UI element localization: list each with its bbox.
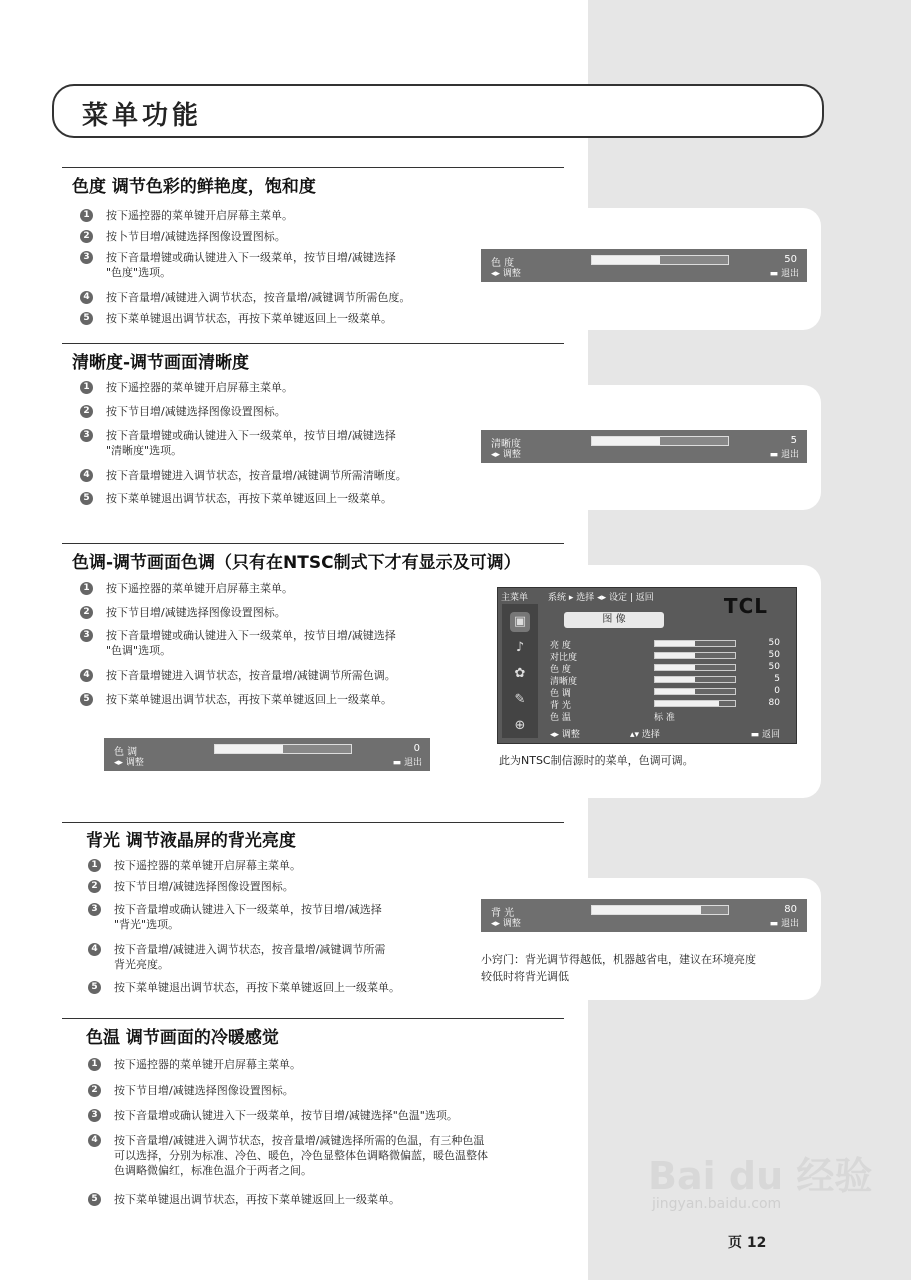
step-number-icon: 4 [80,291,93,304]
section-divider [62,167,564,168]
step-number-icon: 1 [80,582,93,595]
section-divider [62,1018,564,1019]
step-number-icon: 3 [80,629,93,642]
tv-menu-row: 色 温 标 准 [550,713,675,723]
step-item: 4 按下音量增/减键进入调节状态，按音量增/减键调节所需 背光亮度。 [88,942,488,974]
step-item: 2 按下节目增/减键选择图像设置图标。 [80,404,480,419]
osd-tint-bar: 色 调 0 ◂▸ 调整 ▬ 退出 [104,738,430,771]
step-number-icon: 5 [88,981,101,994]
step-number-icon: 2 [80,230,93,243]
step-number-icon: 5 [80,492,93,505]
step-number-icon: 5 [88,1193,101,1206]
osd-backlight-bar: 背 光 80 ◂▸ 调整 ▬ 退出 [481,899,807,932]
step-item: 5 按下菜单键退出调节状态，再按下菜单键返回上一级菜单。 [88,980,488,995]
tv-menu-row: 色 调 0 [550,686,780,699]
step-item: 2 按下节目增/减键选择图像设置图标。 [88,1083,568,1098]
section-divider [62,543,564,544]
step-item: 3 按下音量增键或确认键进入下一级菜单，按节目增/减键选择 "清晰度"选项。 [80,428,480,460]
tv-menu-crumb: 系统 ▸ 选择 ◂▸ 设定 | 返回 [548,593,654,603]
picture-icon: ▣ [510,612,530,632]
section-title: 色调-调节画面色调（只有在NTSC制式下才有显示及可调） [72,553,521,573]
step-number-icon: 4 [80,669,93,682]
osd-sharpness-bar: 清晰度 5 ◂▸ 调整 ▬ 退出 [481,430,807,463]
step-item: 2 按下节目增/减键选择图像设置图标。 [80,605,480,620]
step-item: 3 按下音量增或确认键进入下一级菜单，按节目增/减选择 "背光"选项。 [88,902,488,934]
step-number-icon: 2 [88,880,101,893]
step-number-icon: 4 [88,943,101,956]
tv-menu-sidebar [502,604,538,738]
step-number-icon: 3 [88,903,101,916]
step-item: 3 按下音量增或确认键进入下一级菜单，按节目增/减键选择"色温"选项。 [88,1108,568,1123]
backlight-tip: 小窍门：背光调节得越低，机器越省电，建议在环境亮度 较低时将背光调低 [481,953,756,983]
section-title: 色度 调节色彩的鲜艳度，饱和度 [72,177,316,197]
step-number-icon: 1 [88,1058,101,1071]
tv-menu-footer: ◂▸ 调整 ▴▾ 选择 ▬ 返回 [550,730,780,740]
section-title: 清晰度-调节画面清晰度 [72,353,250,373]
step-item: 4 按下音量增/减键进入调节状态，按音量增/减键选择所需的色温，有三种色温 可以选择，分别为标准、冷色、暖色，冷色显整体色调略微偏蓝，暖色温整体 色调略微偏红，标准色温介于两者之间。 [88,1133,568,1181]
osd-level-bar [214,744,352,754]
step-number-icon: 2 [88,1084,101,1097]
section-divider [62,822,564,823]
step-item: 1 按下遥控器的菜单键开启屏幕主菜单。 [80,581,480,596]
step-item: 4 按下音量增/减键进入调节状态，按音量增/减键调节所需色度。 [80,290,480,305]
section-divider [62,343,564,344]
step-number-icon: 3 [80,429,93,442]
step-item: 2 按卜节目增/减键选择图像设置图标。 [80,229,480,244]
step-number-icon: 2 [80,606,93,619]
section-title: 背光 调节液晶屏的背光亮度 [86,831,296,851]
step-item: 5 按下菜单键退出调节状态，再按下菜单键返回上一级菜单。 [88,1192,568,1207]
tv-menu-row: 背 光 80 [550,698,780,711]
page-title-bar [52,84,824,138]
tv-menu-row: 亮 度 50 [550,638,780,651]
tv-menu-row: 对比度 50 [550,650,780,663]
step-number-icon: 2 [80,405,93,418]
step-number-icon: 1 [80,209,93,222]
step-number-icon: 1 [80,381,93,394]
tools-icon: ✎ [514,692,526,707]
baidu-watermark: Bai du 经验 [648,1154,873,1198]
page-title: 菜单功能 [82,101,203,131]
tv-menu-row: 色 度 50 [550,662,780,675]
baidu-watermark-url: jingyan.baidu.com [652,1196,782,1212]
tv-menu-tab: 图 像 [564,612,664,628]
step-item: 1 按下遥控器的菜单键开启屏幕主菜单。 [88,1057,568,1072]
section-title: 色温 调节画面的冷暖感觉 [86,1028,279,1048]
settings-icon: ✿ [514,666,526,681]
step-item: 2 按下节目增/减键选择图像设置图标。 [88,879,488,894]
tv-menu-caption: 此为NTSC制信源时的菜单，色调可调。 [499,754,694,767]
step-item: 5 按下菜单键退出调节状态，再按下菜单键返回上一级菜单。 [80,491,480,506]
step-item: 5 按下菜单键退出调节状态，再按下菜单键返回上一级菜单。 [80,692,480,707]
page-number: 页 12 [728,1235,767,1251]
step-number-icon: 3 [88,1109,101,1122]
sound-icon: ♪ [515,640,525,655]
osd-level-bar [591,436,729,446]
osd-color-bar: 色 度 50 ◂▸ 调整 ▬ 退出 [481,249,807,282]
tv-menu-row: 清晰度 5 [550,674,780,687]
step-item: 5 按下菜单键退出调节状态，再按下菜单键返回上一级菜单。 [80,311,480,326]
step-item: 3 按下音量增键或确认键进入下一级菜单，按节目增/减键选择 "色调"选项。 [80,628,480,660]
step-number-icon: 4 [80,469,93,482]
tv-menu-screenshot [497,587,797,744]
step-number-icon: 5 [80,693,93,706]
step-item: 3 按下音量增键或确认键进入下一级菜单，按节目增/减键选择 "色度"选项。 [80,250,480,282]
step-item: 1 按下遥控器的菜单键开启屏幕主菜单。 [80,380,480,395]
step-number-icon: 3 [80,251,93,264]
step-item: 4 按下音量增键进入调节状态，按音量增/减键调节所需色调。 [80,668,480,683]
osd-level-bar [591,905,729,915]
step-number-icon: 5 [80,312,93,325]
step-item: 1 按下遥控器的菜单键开启屏幕主菜单。 [88,858,488,873]
tcl-logo: TCL [723,594,768,618]
step-item: 4 按下音量增键进入调节状态，按音量增/减键调节所需清晰度。 [80,468,480,483]
step-number-icon: 1 [88,859,101,872]
osd-level-bar [591,255,729,265]
step-number-icon: 4 [88,1134,101,1147]
tv-menu-top-label: 主菜单 [501,593,529,603]
search-icon: ⊕ [514,718,526,733]
step-item: 1 按下遥控器的菜单键开启屏幕主菜单。 [80,208,480,223]
